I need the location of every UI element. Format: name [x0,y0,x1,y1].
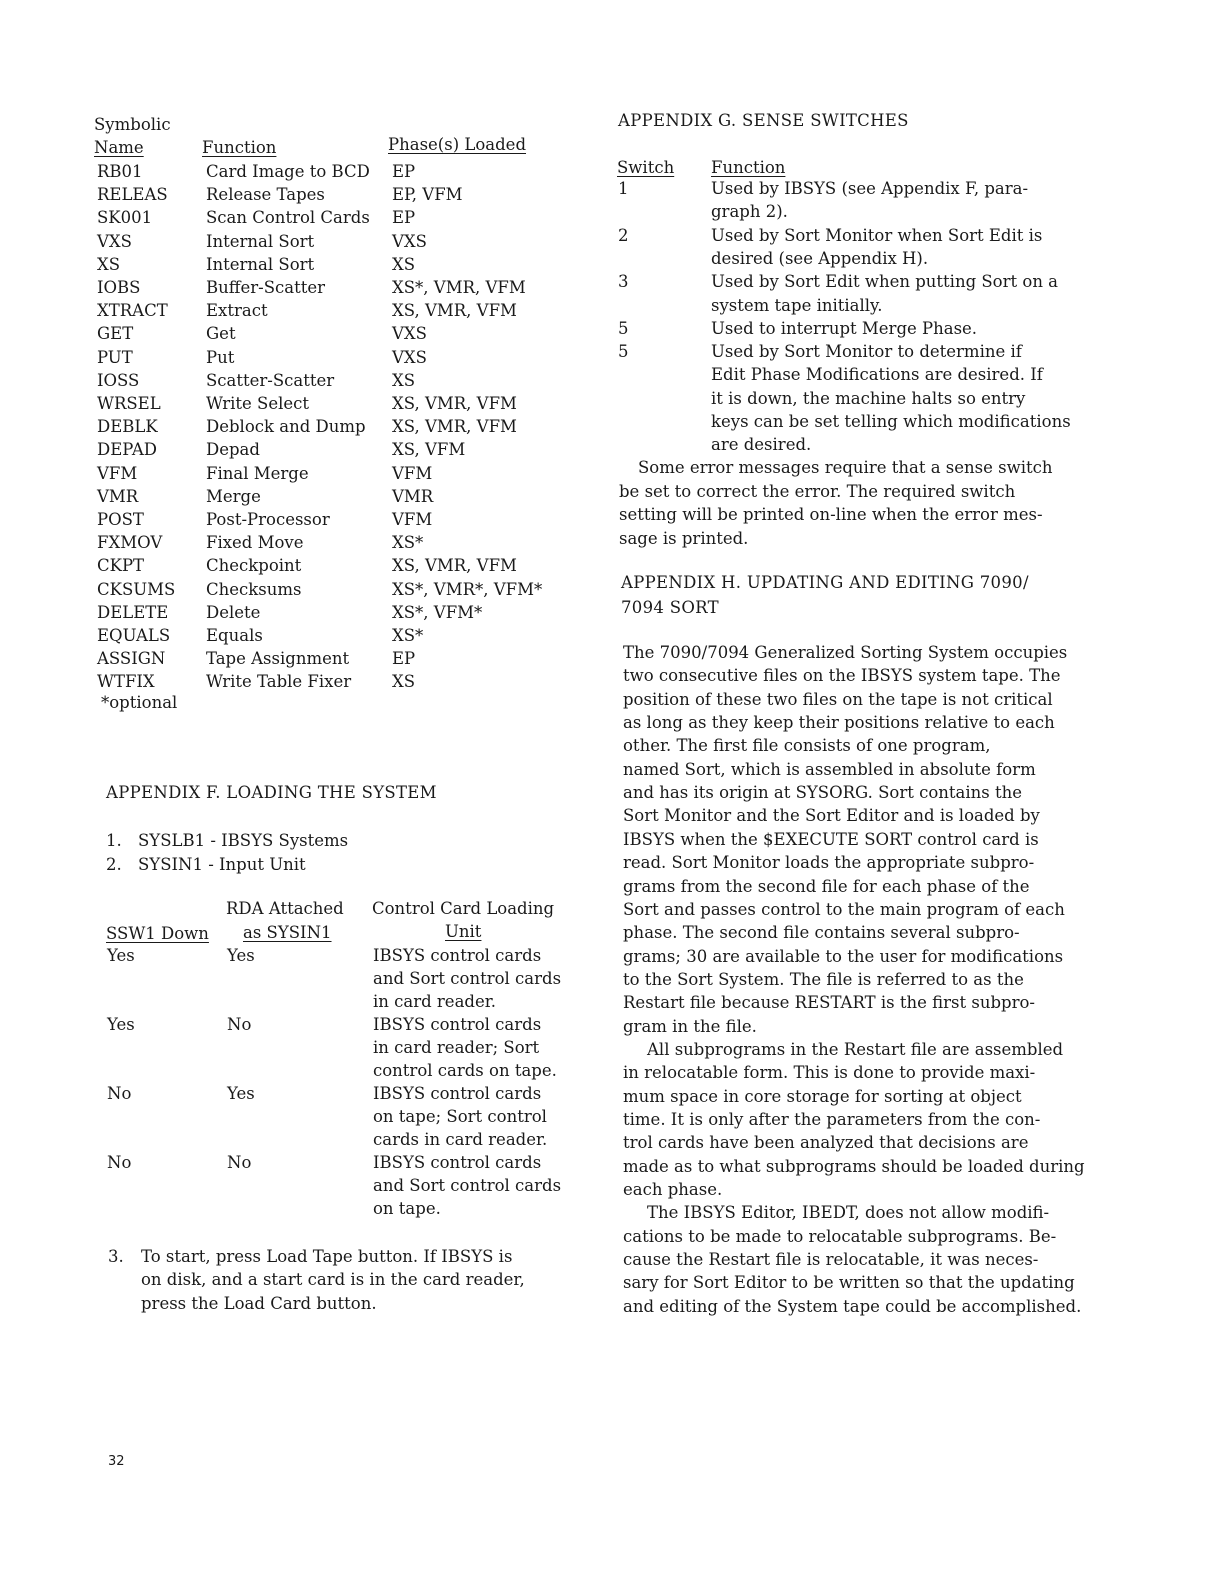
loading-table-header-control-2: Unit [445,922,482,941]
switch-row-function-line: Edit Phase Modifications are desired. If [711,365,1043,384]
symbol-row-function: Post-Processor [206,510,330,529]
loading-row-control-line: IBSYS control cards [373,1153,542,1172]
symbol-row-name: CKPT [97,556,145,575]
switch-table-header-switch: Switch [617,158,675,177]
loading-row-control-line: in card reader; Sort [373,1038,540,1057]
loading-table-row [0,1082,600,1152]
appendix-h-line: The IBSYS Editor, IBEDT, does not allow modifi- [647,1203,1050,1222]
symbol-row-phases: XS* [392,533,424,552]
appendix-h-line: made as to what subprograms should be loaded during [623,1157,1085,1176]
symbol-row-function: Merge [206,487,261,506]
appendix-h-line: and has its origin at SYSORG. Sort contains the [623,783,1023,802]
loading-row-control-line: in card reader. [373,992,497,1011]
appendix-h-line: mum space in core storage for sorting at object [623,1087,1022,1106]
switch-row-number: 3 [618,272,629,291]
appendix-h-line: phase. The second file contains several subpro- [623,923,1020,942]
symbol-row-name: VFM [97,464,138,483]
symbol-table [0,0,600,720]
appendix-h-line: All subprograms in the Restart file are assembled [647,1040,1064,1059]
symbol-row-function: Write Select [206,394,310,413]
symbol-row-function: Equals [206,626,263,645]
symbol-row-function: Release Tapes [206,185,325,204]
appendix-h-line: grams; 30 are available to the user for modifications [623,947,1064,966]
symbol-row-phases: XS* [392,626,424,645]
symbol-row-phases: XS*, VMR, VFM [392,278,526,297]
appendix-h-line: time. It is only after the parameters from the con- [623,1110,1041,1129]
appendix-h-line: Sort Monitor and the Sort Editor and is loaded by [623,806,1040,825]
symbol-row-function: Card Image to BCD [206,162,370,181]
switch-row-function-line: it is down, the machine halts so entry [711,389,1026,408]
switch-row-function-line: are desired. [711,435,812,454]
appendix-h-line: named Sort, which is assembled in absolute form [623,760,1036,779]
symbol-row-name: RB01 [97,162,143,181]
appendix-h-line: cause the Restart file is relocatable, it was neces- [623,1250,1039,1269]
symbol-row-phases: XS, VMR, VFM [392,556,517,575]
symbol-row-name: DELETE [97,603,169,622]
loading-row-control-line: IBSYS control cards [373,1084,542,1103]
appendix-f-item-1-num: 1. [106,831,122,850]
loading-row-control-line: IBSYS control cards [373,946,542,965]
switch-row-function-line: Used by Sort Monitor to determine if [711,342,1022,361]
symbol-row-name: DEBLK [97,417,158,436]
loading-table-header-rda-2: as SYSIN1 [243,923,332,942]
symbol-table-header-symbolic: Symbolic [94,115,171,134]
symbol-row-phases: XS, VMR, VFM [392,301,517,320]
appendix-f-item-2-text: SYSIN1 - Input Unit [138,855,306,874]
appendix-h-line: read. Sort Monitor loads the appropriate subpro- [623,853,1035,872]
symbol-row-function: Tape Assignment [206,649,350,668]
loading-row-ssw1: Yes [107,946,135,965]
symbol-row-name: GET [97,324,134,343]
switch-row-function-line: system tape initially. [711,296,883,315]
symbol-row-name: RELEAS [97,185,168,204]
symbol-row-phases: XS*, VMR*, VFM* [392,580,543,599]
symbol-row-name: WRSEL [97,394,161,413]
appendix-h-line: each phase. [623,1180,723,1199]
symbol-row-name: PUT [97,348,133,367]
loading-row-control-line: and Sort control cards [373,1176,562,1195]
appendix-g-title: APPENDIX G. SENSE SWITCHES [618,111,909,130]
loading-table-row [0,944,600,1014]
symbol-row-name: POST [97,510,144,529]
loading-table-row [0,1151,600,1221]
switch-row-number: 5 [618,342,629,361]
symbol-row-name: DEPAD [97,440,158,459]
symbol-row-name: XTRACT [97,301,168,320]
symbol-row-function: Put [206,348,235,367]
symbol-row-phases: XS [392,371,416,390]
symbol-row-function: Fixed Move [206,533,304,552]
switch-row-function-line: graph 2). [711,202,788,221]
switch-row-number: 2 [618,226,629,245]
loading-row-rda: Yes [227,1084,255,1103]
loading-row-control-line: cards in card reader. [373,1130,548,1149]
page-number: 32 [108,1454,125,1469]
loading-table-header-control-1: Control Card Loading [372,899,555,918]
symbol-row-function: Internal Sort [206,255,315,274]
symbol-table-header-name: Name [94,138,144,157]
loading-row-rda: No [227,1015,252,1034]
symbol-row-phases: EP [392,649,416,668]
loading-row-ssw1: No [107,1153,132,1172]
symbol-row-name: FXMOV [97,533,163,552]
loading-row-control-line: IBSYS control cards [373,1015,542,1034]
switch-row-function-line: Used by Sort Edit when putting Sort on a [711,272,1059,291]
appendix-h-line: as long as they keep their positions relative to each [623,713,1055,732]
loading-table [0,890,600,1230]
symbol-row-function: Deblock and Dump [206,417,366,436]
symbol-row-function: Delete [206,603,261,622]
appendix-g-paragraph-line: setting will be printed on-line when the error mes- [619,505,1043,524]
symbol-row-name: IOBS [97,278,141,297]
appendix-h-line: gram in the file. [623,1017,757,1036]
loading-table-header-rda-1: RDA Attached [226,899,344,918]
appendix-f-title: APPENDIX F. LOADING THE SYSTEM [106,783,437,802]
symbol-row-name: VXS [97,232,132,251]
appendix-g-paragraph-line: be set to correct the error. The required switch [619,482,1016,501]
symbol-row-phases: EP [392,208,416,227]
symbol-row-function: Depad [206,440,260,459]
symbol-table-footnote: *optional [101,693,178,712]
loading-table-row [0,1013,600,1083]
loading-row-control-line: and Sort control cards [373,969,562,988]
appendix-h-line: grams from the second file for each phase of the [623,877,1030,896]
symbol-row-function: Checkpoint [206,556,302,575]
appendix-f-item-3-line: press the Load Card button. [141,1294,377,1313]
symbol-row-name: VMR [97,487,139,506]
symbol-row-phases: XS*, VFM* [392,603,483,622]
symbol-row-phases: VXS [392,348,427,367]
appendix-h-line: The 7090/7094 Generalized Sorting System occupies [623,643,1068,662]
symbol-row-phases: XS [392,672,416,691]
symbol-row-name: WTFIX [97,672,155,691]
appendix-h-line: two consecutive files on the IBSYS system tape. The [623,666,1061,685]
loading-row-rda: No [227,1153,252,1172]
appendix-f-item-3-num: 3. [108,1247,124,1266]
symbol-table-header-function: Function [202,138,277,157]
appendix-h-line: to the Sort System. The file is referred to as the [623,970,1024,989]
appendix-h-line: trol cards have been analyzed that decisions are [623,1133,1029,1152]
appendix-h-line: position of these two files on the tape is not critical [623,690,1053,709]
switch-row-function-line: Used by Sort Monitor when Sort Edit is [711,226,1043,245]
switch-row-function-line: keys can be set telling which modifications [711,412,1071,431]
appendix-g-paragraph-line: sage is printed. [619,529,749,548]
loading-row-rda: Yes [227,946,255,965]
switch-row-function-line: Used to interrupt Merge Phase. [711,319,978,338]
appendix-h-line: other. The first file consists of one program, [623,736,991,755]
symbol-table-header-phases: Phase(s) Loaded [388,135,527,154]
symbol-row-phases: XS, VMR, VFM [392,417,517,436]
symbol-row-function: Scatter-Scatter [206,371,335,390]
symbol-row-phases: VFM [392,464,433,483]
switch-row-number: 5 [618,319,629,338]
symbol-row-name: CKSUMS [97,580,176,599]
symbol-row-phases: EP [392,162,416,181]
appendix-h-line: in relocatable form. This is done to provide maxi- [623,1063,1036,1082]
switch-row-function-line: desired (see Appendix H). [711,249,929,268]
appendix-f-item-1-text: SYSLB1 - IBSYS Systems [138,831,349,850]
symbol-row-phases: XS, VFM [392,440,466,459]
symbol-row-name: EQUALS [97,626,171,645]
appendix-h-line: Sort and passes control to the main program of each [623,900,1065,919]
symbol-row-function: Checksums [206,580,302,599]
loading-row-control-line: on tape. [373,1199,441,1218]
symbol-row-name: ASSIGN [97,649,166,668]
symbol-row-function: Final Merge [206,464,309,483]
symbol-row-phases: XS, VMR, VFM [392,394,517,413]
symbol-row-function: Extract [206,301,268,320]
loading-row-ssw1: Yes [107,1015,135,1034]
loading-row-control-line: control cards on tape. [373,1061,557,1080]
symbol-row-phases: VMR [392,487,434,506]
symbol-row-phases: VXS [392,232,427,251]
appendix-f-item-3-line: on disk, and a start card is in the card reader, [141,1270,525,1289]
symbol-row-phases: VFM [392,510,433,529]
symbol-row-function: Buffer-Scatter [206,278,325,297]
appendix-h-line: cations to be made to relocatable subprograms. Be- [623,1227,1057,1246]
loading-table-header-ssw1: SSW1 Down [106,924,209,943]
appendix-g-paragraph-line: Some error messages require that a sense switch [638,458,1053,477]
switch-row-number: 1 [618,179,629,198]
symbol-row-phases: XS [392,255,416,274]
appendix-h-line: sary for Sort Editor to be written so that the updating [623,1273,1075,1292]
symbol-row-function: Scan Control Cards [206,208,370,227]
appendix-h-line: and editing of the System tape could be accomplished. [623,1297,1082,1316]
symbol-row-phases: EP, VFM [392,185,463,204]
switch-row-function-line: Used by IBSYS (see Appendix F, para- [711,179,1029,198]
appendix-h-title-line-2: 7094 SORT [621,598,719,617]
appendix-h-line: Restart file because RESTART is the first subpro- [623,993,1035,1012]
appendix-h-line: IBSYS when the $EXECUTE SORT control card is [623,830,1039,849]
symbol-row-name: XS [97,255,121,274]
appendix-f-item-2-num: 2. [106,855,122,874]
symbol-row-name: IOSS [97,371,140,390]
symbol-row-function: Get [206,324,236,343]
symbol-row-function: Write Table Fixer [206,672,352,691]
appendix-h-title-line-1: APPENDIX H. UPDATING AND EDITING 7090/ [621,573,1029,592]
loading-row-control-line: on tape; Sort control [373,1107,547,1126]
appendix-f-item-3-line: To start, press Load Tape button. If IBSYS is [141,1247,513,1266]
switch-table-header-function: Function [711,158,786,177]
loading-row-ssw1: No [107,1084,132,1103]
symbol-row-phases: VXS [392,324,427,343]
symbol-row-function: Internal Sort [206,232,315,251]
symbol-row-name: SK001 [97,208,153,227]
